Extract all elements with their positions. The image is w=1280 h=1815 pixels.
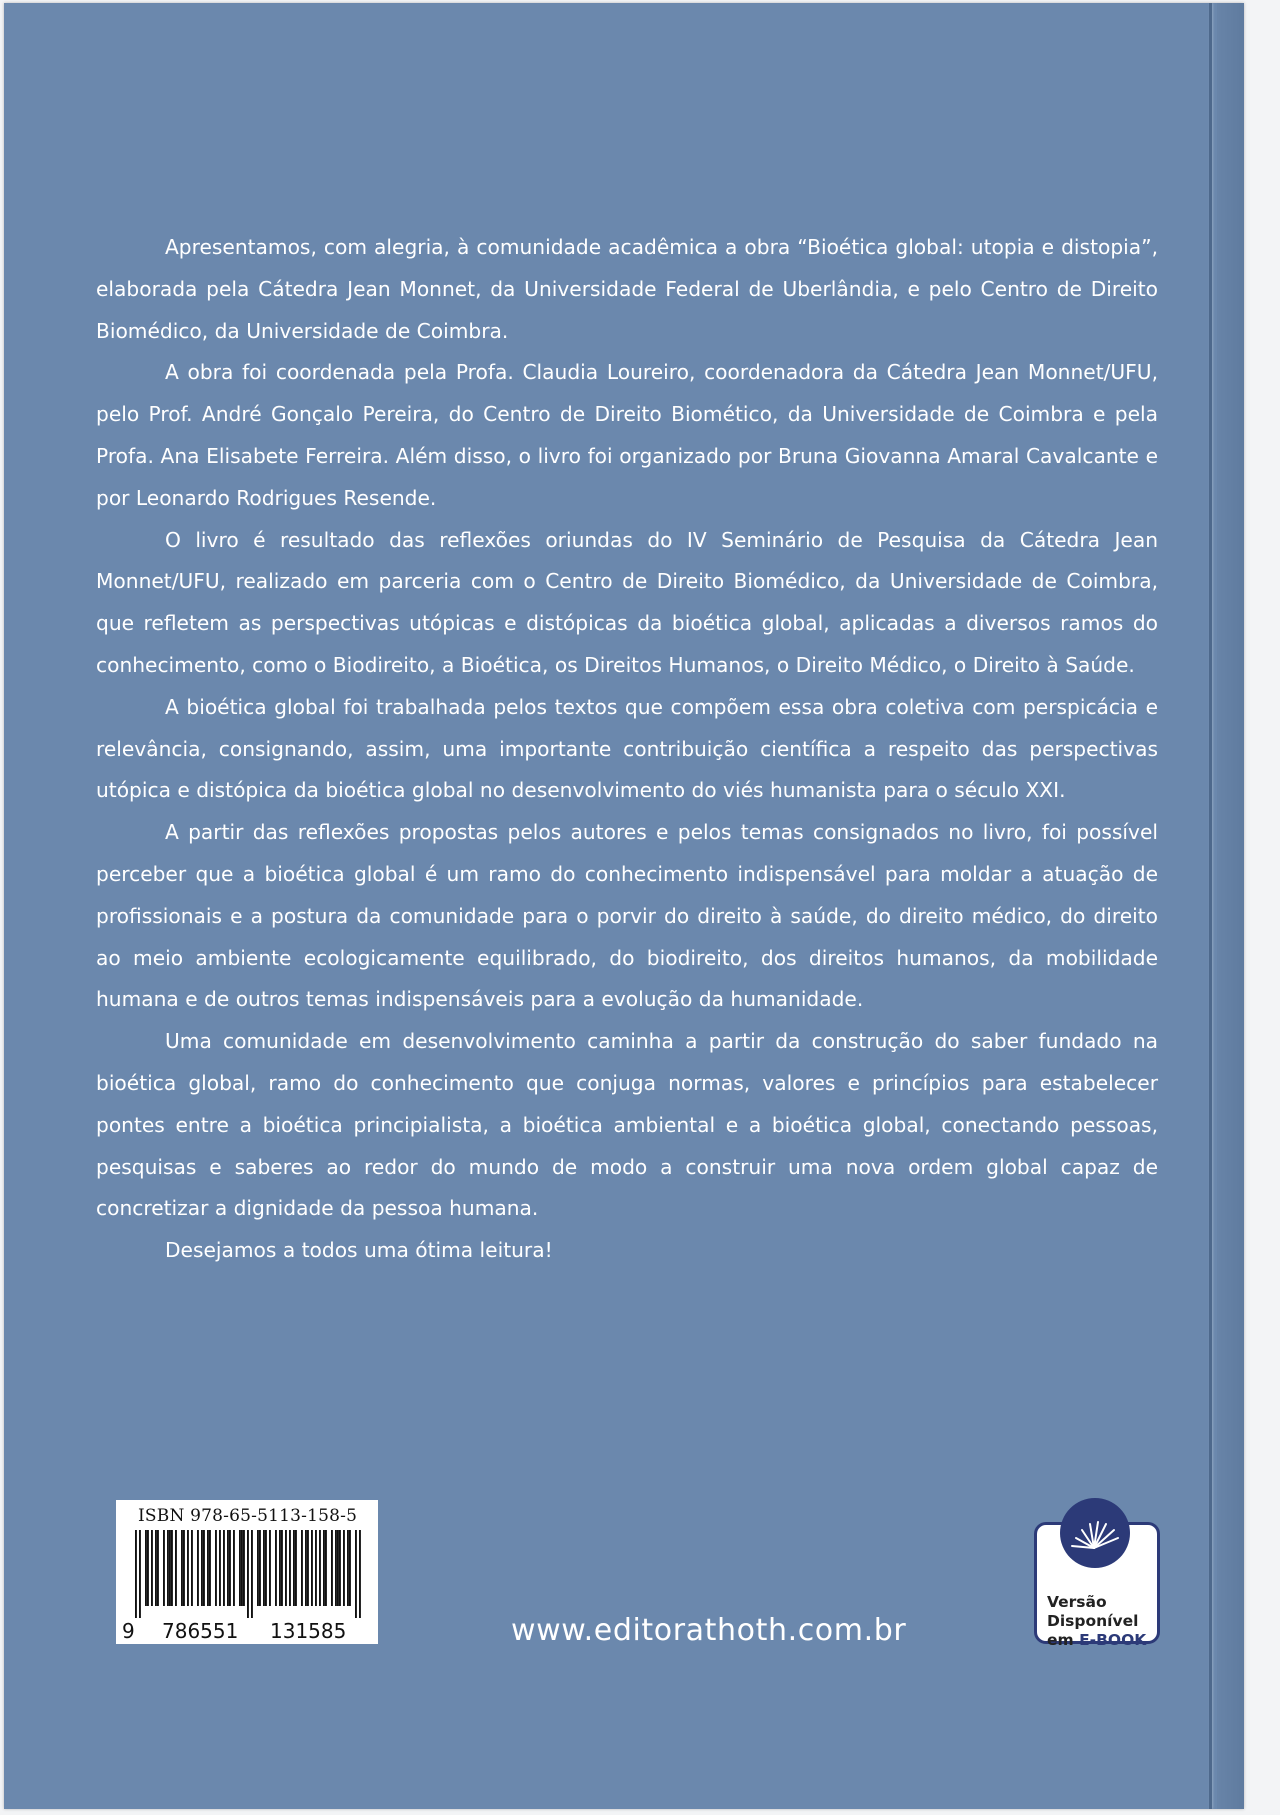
isbn-digit-first: 9	[122, 1619, 135, 1643]
paragraph: Uma comunidade em desenvolvimento caminha a partir da construção do saber fundado na bioética global, ramo do conhecimento que conjuga normas, valores e princípios para estabelecer pontes entre a bioética principialista, a bioética ambiental e a bioética global, conectando pessoas, pesquisas e saberes ao redor do mundo de modo a construir uma nova ordem global capaz de concretizar a dignidade da pessoa humana.	[96, 1029, 1158, 1221]
paragraph: A partir das reflexões propostas pelos autores e pelos temas consignados no livro, foi possível perceber que a bioética global é um ramo do conhecimento indispensável para moldar a atuação de profissionais e a postura da comunidade para o porvir do direito à saúde, do direito médico, do direito ao meio ambiente ecologicamente equilibrado, do biodireito, dos direitos humanos, da mobilidade humana e de outros temas indispensáveis para a evolução da humanidade.	[96, 820, 1158, 1012]
paragraph: A bioética global foi trabalhada pelos textos que compõem essa obra coletiva com perspicácia e relevância, consignando, assim, uma importante contribuição científica a respeito das perspectivas utópica e distópica da bioética global no desenvolvimento do viés humanista para o século XXI.	[96, 694, 1158, 803]
spine-edge	[1217, 3, 1244, 1809]
ebook-badge-text: Versão Disponível em E-BOOK	[1047, 1593, 1147, 1649]
synopsis-text	[96, 227, 1158, 1272]
paragraph: O livro é resultado das reflexões oriundas do IV Seminário de Pesquisa da Cátedra Jean Monnet/UFU, realizado em parceria com o Centro de Direito Biomédico, da Universidade de Coimbra, que refletem as perspectivas utópicas e distópicas da bioética global, aplicadas a diversos ramos do conhecimento, como o Biodireito, a Bioética, os Direitos Humanos, o Direito Médico, o Direito à Saúde.	[96, 527, 1158, 677]
back-cover	[4, 3, 1244, 1809]
publisher-website: www.editorathoth.com.br	[511, 1613, 907, 1648]
closing-line: Desejamos a todos uma ótima leitura!	[165, 1238, 553, 1263]
open-book-icon	[1060, 1498, 1130, 1568]
isbn-digits-group-2: 131585	[270, 1619, 347, 1643]
isbn-barcode-box	[116, 1500, 378, 1644]
isbn-digits	[120, 1619, 374, 1643]
ebook-badge	[1034, 1498, 1160, 1649]
barcode-icon	[135, 1530, 361, 1618]
spine-fold-line	[1209, 3, 1212, 1809]
isbn-label: ISBN 978-65-5113-158-5	[138, 1506, 358, 1526]
isbn-digits-group-1: 786551	[162, 1619, 239, 1643]
paragraph: A obra foi coordenada pela Profa. Claudia Loureiro, coordenadora da Cátedra Jean Monnet/UFU, pelo Prof. André Gonçalo Pereira, do Centro de Direito Biomético, da Universidade de Coimbra e pela Profa. Ana Elisabete Ferreira. Além disso, o livro foi organizado por Bruna Giovanna Amaral Cavalcante e por Leonardo Rodrigues Resende.	[96, 360, 1158, 510]
paragraph: Apresentamos, com alegria, à comunidade acadêmica a obra “Bioética global: utopia e distopia”, elaborada pela Cátedra Jean Monnet, da Universidade Federal de Uberlândia, e pelo Centro de Direito Biomédico, da Universidade de Coimbra.	[96, 235, 1158, 343]
